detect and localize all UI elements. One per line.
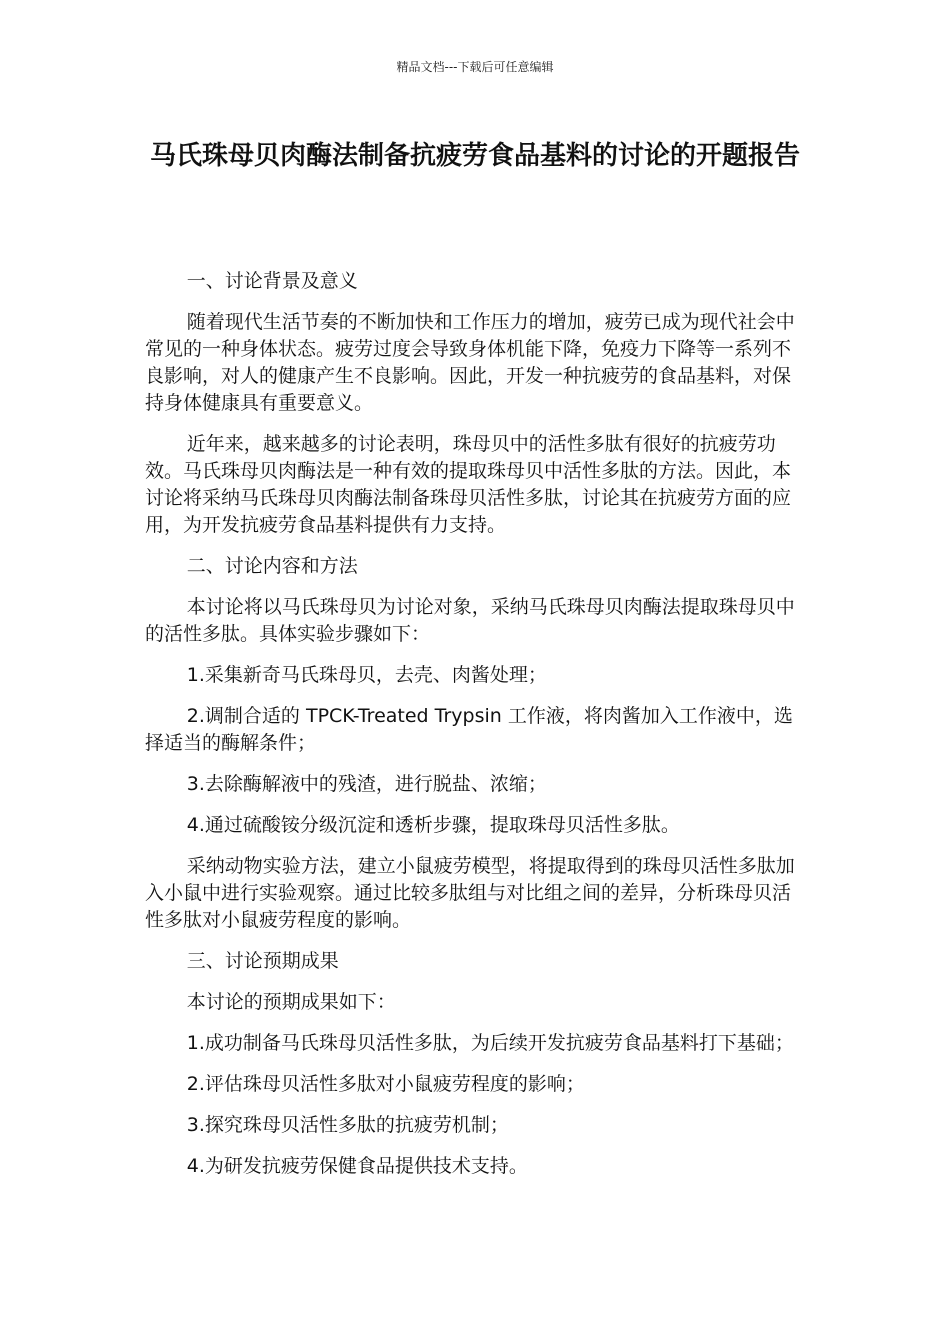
document-title: 马氏珠母贝肉酶法制备抗疲劳食品基料的讨论的开题报告 <box>149 141 800 171</box>
paragraph-animal-experiment: 采纳动物实验方法，建立小鼠疲劳模型，将提取得到的珠母贝活性多肽加入小鼠中进行实验观察。通过比较多肽组与对比组之间的差异，分析珠母贝活性多肽对小鼠疲劳程度的影响。 <box>145 855 795 931</box>
paragraph-background-1: 随着现代生活节奏的不断加快和工作压力的增加，疲劳已成为现代社会中常见的一种身体状态。疲劳过度会导致身体机能下降，免疫力下降等一系列不良影响，对人的健康产生不良影响。因此，开发一种抗疲劳的食品基料，对保持身体健康具有重要意义。 <box>145 311 795 414</box>
section-heading-expected-results: 三、讨论预期成果 <box>186 950 339 972</box>
paragraph-methods-intro: 本讨论将以马氏珠母贝为讨论对象，采纳马氏珠母贝肉酶法提取珠母贝中的活性多肽。具体实验步骤如下： <box>145 596 795 645</box>
paragraph-results-intro: 本讨论的预期成果如下： <box>186 991 396 1013</box>
header-note: 精品文档---下载后可任意编辑 <box>396 60 554 74</box>
section-heading-methods: 二、讨论内容和方法 <box>186 555 358 577</box>
expected-result-item: 1.成功制备马氏珠母贝活性多肽，为后续开发抗疲劳食品基料打下基础； <box>186 1032 794 1054</box>
section-heading-background: 一、讨论背景及意义 <box>186 270 358 292</box>
method-step: 1.采集新奇马氏珠母贝，去壳、肉酱处理； <box>186 664 547 686</box>
expected-result-item: 4.为研发抗疲劳保健食品提供技术支持。 <box>186 1155 528 1177</box>
paragraph-background-2: 近年来，越来越多的讨论表明，珠母贝中的活性多肽有很好的抗疲劳功效。马氏珠母贝肉酶法是一种有效的提取珠母贝中活性多肽的方法。因此，本讨论将采纳马氏珠母贝肉酶法制备珠母贝活性多肽，讨论其在抗疲劳方面的应用，为开发抗疲劳食品基料提供有力支持。 <box>145 433 792 536</box>
expected-result-item: 2.评估珠母贝活性多肽对小鼠疲劳程度的影响； <box>186 1073 585 1095</box>
method-step: 3.去除酶解液中的残渣，进行脱盐、浓缩； <box>186 773 547 795</box>
expected-result-item: 3.探究珠母贝活性多肽的抗疲劳机制； <box>186 1114 509 1136</box>
method-step: 4.通过硫酸铵分级沉淀和透析步骤，提取珠母贝活性多肽。 <box>186 814 680 836</box>
method-step: 2.调制合适的 TPCK-Treated Trypsin 工作液，将肉酱加入工作液中，选择适当的酶解条件； <box>145 705 793 754</box>
document-body <box>145 268 805 1194</box>
